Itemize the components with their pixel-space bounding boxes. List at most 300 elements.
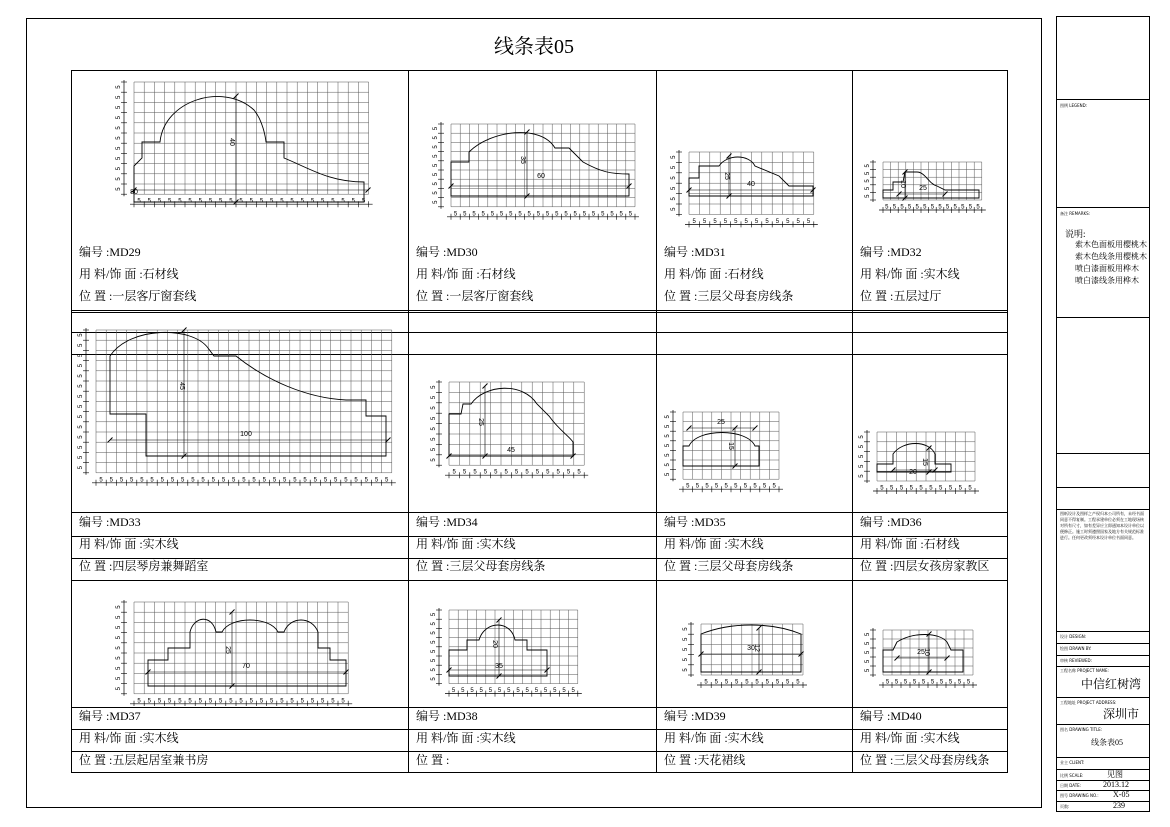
profile-position-value: 三层父母套房线条 xyxy=(449,559,546,573)
tick-label: 5 xyxy=(78,364,84,368)
profile-code-value: MD29 xyxy=(109,245,141,259)
profile-position-label: 位 置 : xyxy=(416,753,450,767)
profile-material xyxy=(408,728,516,748)
tick-label: 5 xyxy=(683,637,689,641)
tick-label: 5 xyxy=(283,477,287,484)
profile-material-label: 用 料/饰 面 : xyxy=(664,731,728,745)
tick-label: 5 xyxy=(116,126,122,130)
profile-material xyxy=(71,264,179,284)
profile-code-label: 编号 : xyxy=(664,515,695,529)
tick-label: 5 xyxy=(300,198,304,205)
profile-material-value: 石材线 xyxy=(923,537,960,551)
tick-label: 5 xyxy=(865,641,871,646)
dimension-label: 35 xyxy=(519,156,526,164)
profile-material-label: 用 料/饰 面 : xyxy=(664,537,728,551)
profile-code-value: MD31 xyxy=(694,245,726,259)
tick-label: 5 xyxy=(601,211,605,218)
profile-code-label: 编号 : xyxy=(664,245,695,259)
profile-position-value: 三层父母套房线条 xyxy=(697,559,794,573)
dimension-label: 35 xyxy=(495,663,503,670)
profile-material xyxy=(656,728,764,748)
tick-label: 5 xyxy=(109,477,113,484)
tick-label: 5 xyxy=(313,477,317,484)
tick-label: 5 xyxy=(723,218,728,225)
dimension-label: 20 xyxy=(909,469,917,476)
tick-label: 5 xyxy=(470,688,474,695)
dimension-label: 40 xyxy=(228,138,235,146)
profile-material-value: 石材线 xyxy=(142,267,179,281)
dimension-label: 20 xyxy=(491,640,498,648)
tick-label: 5 xyxy=(385,477,389,484)
profile-position-label: 位 置 : xyxy=(664,289,698,303)
profile-position xyxy=(71,286,196,306)
tick-label: 5 xyxy=(890,485,894,492)
tick-label: 5 xyxy=(968,485,972,492)
tick-label: 5 xyxy=(433,163,439,168)
project-address: 深圳市 xyxy=(1103,707,1140,721)
profile-drawing-md31 xyxy=(657,72,851,240)
tick-label: 5 xyxy=(796,218,800,225)
tick-label: 5 xyxy=(310,198,315,205)
scale-label: 比例 SCALE: xyxy=(1060,773,1084,778)
tick-label: 5 xyxy=(796,679,800,686)
tick-label: 5 xyxy=(341,698,345,705)
tick-label: 5 xyxy=(252,477,256,484)
tick-label: 5 xyxy=(116,146,122,150)
dimension-label: 15 xyxy=(727,442,734,450)
tick-label: 5 xyxy=(116,177,122,181)
profile-code xyxy=(71,242,141,262)
tick-label: 5 xyxy=(566,469,571,476)
dimension-label: 25 xyxy=(723,172,730,180)
tick-label: 5 xyxy=(119,477,124,484)
tick-label: 5 xyxy=(116,136,122,140)
drawing-no-label: 图号 DRAWING NO.: xyxy=(1060,793,1099,798)
profile-drawing-md30 xyxy=(409,72,655,240)
tick-label: 5 xyxy=(433,126,439,131)
tick-label: 5 xyxy=(341,198,345,205)
tick-label: 5 xyxy=(713,218,717,225)
tick-label: 5 xyxy=(859,445,865,449)
project-name-label: 工程名称 PROJECT NAME: xyxy=(1060,668,1109,673)
profile-material-value: 实木线 xyxy=(923,267,960,281)
tick-label: 5 xyxy=(181,477,185,484)
tick-label: 5 xyxy=(433,136,439,140)
profile-drawing-md34 xyxy=(409,312,655,510)
tick-label: 5 xyxy=(431,395,437,400)
tick-label: 5 xyxy=(178,198,182,205)
tick-label: 5 xyxy=(270,198,274,205)
tick-label: 5 xyxy=(116,636,122,640)
profile-code-value: MD38 xyxy=(446,709,478,723)
tick-label: 5 xyxy=(116,85,122,89)
tick-label: 5 xyxy=(116,116,122,120)
profile-position xyxy=(408,556,545,576)
tick-label: 5 xyxy=(239,698,243,705)
note-2: 索木色线条用樱桃木 xyxy=(1075,252,1147,261)
tick-label: 5 xyxy=(514,469,519,476)
tick-label: 5 xyxy=(619,211,623,218)
dimension-label: 25 xyxy=(477,418,484,426)
tick-label: 5 xyxy=(280,198,284,205)
tick-label: 5 xyxy=(272,477,277,484)
profile-position-value: 一层客厅窗套线 xyxy=(449,289,534,303)
tick-label: 5 xyxy=(78,343,84,347)
tick-label: 5 xyxy=(671,186,677,191)
tick-label: 5 xyxy=(78,445,84,449)
tick-label: 5 xyxy=(130,477,134,484)
tick-label: 5 xyxy=(232,477,236,484)
tick-label: 5 xyxy=(885,679,890,686)
tick-label: 5 xyxy=(665,453,671,457)
notes-title: 说明: xyxy=(1065,229,1086,239)
tick-label: 5 xyxy=(473,469,477,476)
tick-label: 5 xyxy=(755,679,759,686)
profile-code-label: 编号 : xyxy=(416,515,447,529)
profile-drawing-md35 xyxy=(657,312,851,510)
tick-label: 5 xyxy=(431,640,437,644)
tick-label: 5 xyxy=(168,198,172,205)
tick-label: 5 xyxy=(290,698,294,705)
profile-material-label: 用 料/饰 面 : xyxy=(860,267,924,281)
tick-label: 5 xyxy=(78,404,84,409)
tick-label: 5 xyxy=(516,688,520,695)
tick-label: 5 xyxy=(431,622,437,626)
tick-label: 5 xyxy=(671,176,677,180)
profile-material-value: 石材线 xyxy=(727,267,764,281)
tick-label: 5 xyxy=(461,688,465,695)
tick-label: 5 xyxy=(880,485,884,492)
tick-label: 5 xyxy=(431,658,437,663)
tick-label: 5 xyxy=(494,469,498,476)
profile-code xyxy=(852,706,922,726)
tick-label: 5 xyxy=(334,477,338,484)
tick-label: 5 xyxy=(571,688,575,695)
profile-code xyxy=(408,512,478,532)
profile-position-label: 位 置 : xyxy=(860,559,894,573)
profile-position-label: 位 置 : xyxy=(416,289,450,303)
tick-label: 5 xyxy=(150,477,154,484)
tick-label: 5 xyxy=(116,656,122,660)
tick-label: 5 xyxy=(490,211,495,218)
tick-label: 5 xyxy=(665,415,671,419)
tick-label: 5 xyxy=(221,477,226,484)
profile-code xyxy=(408,706,478,726)
dimension-label: 25 xyxy=(917,649,925,656)
tick-label: 5 xyxy=(859,464,865,468)
profile-material-label: 用 料/饰 面 : xyxy=(79,267,143,281)
profile-position-value: 三层父母套房线条 xyxy=(697,289,794,303)
tick-label: 5 xyxy=(912,679,917,686)
profile-code-value: MD37 xyxy=(109,709,141,723)
tick-label: 5 xyxy=(961,204,965,211)
profile-code-value: MD39 xyxy=(694,709,726,723)
dimension-label: 70 xyxy=(242,663,250,670)
tick-label: 5 xyxy=(921,679,926,686)
tick-label: 5 xyxy=(344,477,348,484)
dimension-label: 40 xyxy=(747,181,755,188)
tick-label: 5 xyxy=(198,198,202,205)
profile-drawing-md40 xyxy=(853,580,1006,706)
tick-label: 5 xyxy=(683,668,689,672)
tick-label: 5 xyxy=(958,485,962,492)
sidebar-drawing-title: 线条表05 xyxy=(1091,738,1123,747)
tick-label: 5 xyxy=(865,164,871,168)
tick-label: 5 xyxy=(116,156,122,161)
tick-label: 5 xyxy=(323,477,328,484)
tick-label: 5 xyxy=(545,211,550,218)
tick-label: 5 xyxy=(198,698,202,705)
profile-drawing-md38 xyxy=(409,580,655,706)
title-block xyxy=(1056,16,1150,812)
tick-label: 5 xyxy=(772,483,776,490)
profile-material-label: 用 料/饰 面 : xyxy=(664,267,728,281)
profile-position xyxy=(71,750,208,770)
tick-label: 5 xyxy=(433,182,439,186)
tick-label: 5 xyxy=(229,198,233,205)
tick-label: 5 xyxy=(431,458,437,462)
tick-label: 5 xyxy=(775,218,780,225)
tick-label: 5 xyxy=(859,435,865,439)
tick-label: 5 xyxy=(534,688,539,695)
tick-label: 5 xyxy=(99,477,103,484)
tick-label: 5 xyxy=(786,679,790,686)
tick-label: 5 xyxy=(462,469,467,476)
tick-label: 5 xyxy=(431,631,437,635)
profile-material-label: 用 料/饰 面 : xyxy=(79,537,143,551)
dimension-label: 45 xyxy=(507,447,515,454)
profile-code-value: MD32 xyxy=(890,245,922,259)
tick-label: 5 xyxy=(744,218,748,225)
tick-label: 5 xyxy=(734,218,738,225)
profile-material-label: 用 料/饰 面 : xyxy=(416,537,480,551)
tick-label: 5 xyxy=(361,198,366,205)
profile-position-label: 位 置 : xyxy=(79,753,113,767)
tick-label: 5 xyxy=(262,477,266,484)
profile-code-value: MD34 xyxy=(446,515,478,529)
tick-label: 5 xyxy=(431,406,437,410)
scale-value: 见图 xyxy=(1107,770,1123,779)
tick-label: 5 xyxy=(665,463,671,467)
tick-label: 5 xyxy=(683,627,689,631)
tick-label: 5 xyxy=(191,477,195,484)
tick-label: 5 xyxy=(582,211,587,218)
tick-label: 5 xyxy=(865,171,871,176)
tick-label: 5 xyxy=(147,698,151,705)
profile-material-label: 用 料/饰 面 : xyxy=(416,731,480,745)
tick-label: 5 xyxy=(765,218,769,225)
profile-position-value: 天花裙线 xyxy=(697,753,746,767)
tick-label: 5 xyxy=(665,434,671,438)
tick-label: 5 xyxy=(137,198,141,205)
profile-code-value: MD30 xyxy=(446,245,478,259)
profile-outline xyxy=(449,388,573,456)
profile-material-value: 实木线 xyxy=(479,731,516,745)
tick-label: 5 xyxy=(762,483,767,490)
tick-label: 5 xyxy=(270,698,274,705)
tick-label: 5 xyxy=(239,198,243,205)
tick-label: 5 xyxy=(78,466,84,470)
tick-label: 5 xyxy=(957,679,962,686)
tick-label: 5 xyxy=(157,198,162,205)
tick-label: 5 xyxy=(865,659,871,664)
profile-material xyxy=(71,728,179,748)
legend-label: 图例 LEGEND: xyxy=(1060,103,1088,108)
profile-position xyxy=(408,750,449,770)
tick-label: 5 xyxy=(923,204,927,211)
tick-label: 5 xyxy=(116,687,122,691)
tick-label: 5 xyxy=(930,204,935,211)
tick-label: 5 xyxy=(553,688,557,695)
profile-outline xyxy=(451,133,629,196)
tick-label: 5 xyxy=(573,211,577,218)
tick-label: 5 xyxy=(900,204,904,211)
tick-label: 5 xyxy=(259,198,264,205)
profile-outline xyxy=(683,433,759,467)
tick-label: 5 xyxy=(452,469,456,476)
profile-material-value: 实木线 xyxy=(923,731,960,745)
tick-label: 5 xyxy=(147,198,151,205)
row-line xyxy=(72,310,1007,311)
notes-label: 备注 REMARKS: xyxy=(1060,211,1091,216)
profile-code-value: MD35 xyxy=(694,515,726,529)
tick-label: 5 xyxy=(671,155,677,159)
tick-label: 5 xyxy=(939,485,943,492)
project-address-label: 工程地址 PROJECT ADDRESS: xyxy=(1060,700,1117,705)
design-label: 设计 DESIGN: xyxy=(1060,634,1087,639)
profile-code xyxy=(852,512,922,532)
tick-label: 5 xyxy=(249,698,253,705)
tick-label: 5 xyxy=(976,204,980,211)
tick-label: 5 xyxy=(219,698,223,705)
client-label: 业主 CLIENT: xyxy=(1060,760,1085,765)
profile-drawing-md29 xyxy=(72,72,407,240)
tick-label: 5 xyxy=(290,198,294,205)
page-label: 页数: xyxy=(1060,804,1070,809)
dimension-label: 45 xyxy=(178,382,185,390)
drawing-no: X-05 xyxy=(1113,790,1130,799)
tick-label: 5 xyxy=(497,688,502,695)
profile-position-label: 位 置 : xyxy=(860,289,894,303)
tick-label: 5 xyxy=(321,198,325,205)
dimension-label: 25 xyxy=(919,185,927,192)
tick-label: 5 xyxy=(705,483,709,490)
dimension-label: 12 xyxy=(753,644,760,652)
tick-label: 5 xyxy=(499,211,504,218)
note-1: 索木色面板用樱桃木 xyxy=(1075,240,1147,249)
tick-label: 5 xyxy=(188,698,192,705)
tick-label: 5 xyxy=(892,204,897,211)
tick-label: 5 xyxy=(431,447,437,452)
tick-label: 5 xyxy=(188,198,192,205)
tick-label: 5 xyxy=(433,172,439,177)
tick-label: 5 xyxy=(686,483,690,490)
tick-label: 5 xyxy=(78,415,84,419)
dimension-label: 15 xyxy=(921,458,928,466)
tick-label: 5 xyxy=(78,394,84,398)
tick-label: 5 xyxy=(909,485,913,492)
profile-code-value: MD33 xyxy=(109,515,141,529)
tick-label: 5 xyxy=(351,198,355,205)
tick-label: 5 xyxy=(137,698,141,705)
tick-label: 5 xyxy=(671,197,677,201)
tick-label: 5 xyxy=(754,218,759,225)
profile-material xyxy=(408,534,516,554)
tick-label: 5 xyxy=(208,198,213,205)
tick-label: 5 xyxy=(293,477,297,484)
tick-label: 5 xyxy=(556,469,560,476)
tick-label: 5 xyxy=(504,469,508,476)
tick-label: 5 xyxy=(714,679,718,686)
tick-label: 5 xyxy=(481,211,485,218)
profile-material xyxy=(656,264,764,284)
tick-label: 5 xyxy=(431,612,437,617)
dimension-label: 100 xyxy=(240,431,252,438)
tick-label: 5 xyxy=(249,198,253,205)
date-value: 2013.12 xyxy=(1103,780,1129,789)
tick-label: 5 xyxy=(671,207,677,211)
profile-position xyxy=(656,750,745,770)
dimension-label: 25 xyxy=(224,646,231,654)
tick-label: 5 xyxy=(431,649,437,654)
profile-code xyxy=(656,242,726,262)
tick-label: 5 xyxy=(157,698,162,705)
tick-label: 5 xyxy=(433,154,439,158)
tick-label: 5 xyxy=(208,698,213,705)
profile-position xyxy=(656,556,793,576)
tick-label: 5 xyxy=(431,427,437,431)
tick-label: 5 xyxy=(546,469,550,476)
drawn-label: 绘图 DRAWN BY: xyxy=(1060,646,1092,651)
profile-position-value: 一层客厅窗套线 xyxy=(112,289,197,303)
profile-code xyxy=(656,706,726,726)
tick-label: 5 xyxy=(753,483,757,490)
tick-label: 5 xyxy=(354,477,358,484)
tick-label: 5 xyxy=(201,477,205,484)
dimension-label: 10 xyxy=(923,648,930,656)
tick-label: 5 xyxy=(78,353,84,358)
tick-label: 5 xyxy=(507,688,511,695)
tick-label: 5 xyxy=(865,668,871,673)
profile-position xyxy=(852,750,989,770)
tick-label: 5 xyxy=(907,204,912,211)
tick-label: 5 xyxy=(431,385,437,389)
tick-label: 5 xyxy=(968,204,973,211)
tick-label: 5 xyxy=(374,477,379,484)
profile-code-label: 编号 : xyxy=(416,245,447,259)
tick-label: 5 xyxy=(451,688,456,695)
profile-position xyxy=(408,286,533,306)
profile-material-label: 用 料/饰 面 : xyxy=(416,267,480,281)
tick-label: 5 xyxy=(116,646,122,650)
profile-position xyxy=(656,286,793,306)
profile-position-value: 五层起居室兼书房 xyxy=(112,753,209,767)
tick-label: 5 xyxy=(160,477,164,484)
profile-position xyxy=(71,556,208,576)
profile-code xyxy=(71,706,141,726)
tick-label: 5 xyxy=(683,658,689,662)
profile-material-value: 实木线 xyxy=(479,537,516,551)
tick-label: 5 xyxy=(562,688,566,695)
tick-label: 5 xyxy=(948,485,953,492)
profile-code-label: 编号 : xyxy=(416,709,447,723)
page-number: 239 xyxy=(1113,801,1125,810)
tick-label: 5 xyxy=(280,698,284,705)
profile-code-label: 编号 : xyxy=(860,515,891,529)
tick-label: 5 xyxy=(488,688,493,695)
tick-label: 5 xyxy=(665,424,671,429)
dimension-label: 80 xyxy=(130,189,138,196)
